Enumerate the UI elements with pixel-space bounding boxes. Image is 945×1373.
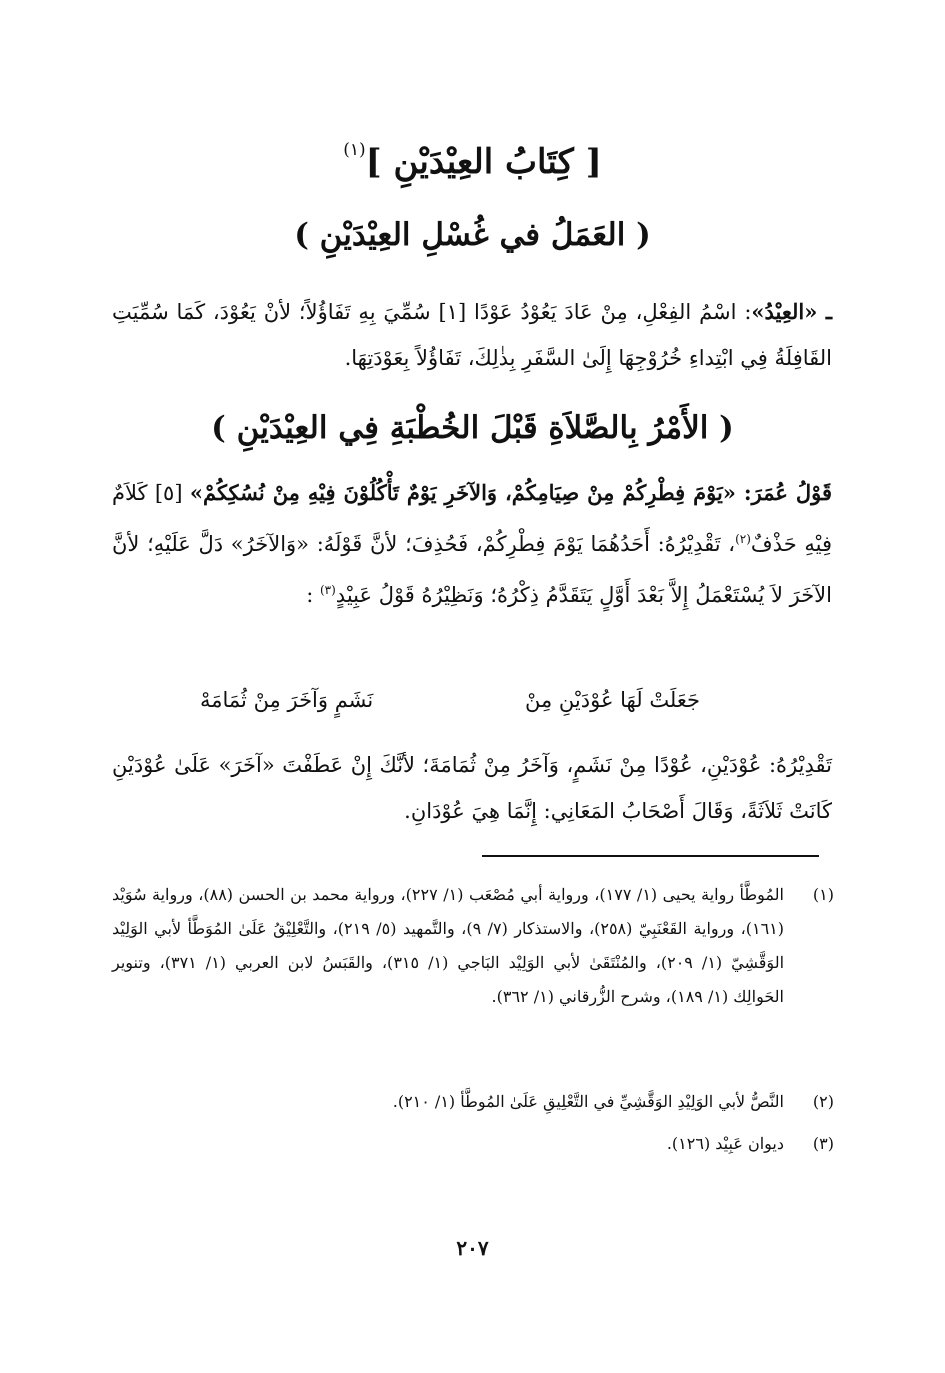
page-number: ٢٠٧ [456, 1236, 489, 1260]
footnote-text: ديوان عَبِيْد (١٢٦). [666, 1134, 784, 1153]
paragraph-text: [٥] كَلاَمٌ فِيْهِ حَذْفٌ [112, 481, 832, 556]
footnote-marker: (٣) [319, 583, 336, 597]
footnote-divider [482, 855, 819, 857]
term: ـ «العِيْدُ» [751, 299, 833, 324]
paragraph-text: : اسْمُ الفِعْلِ، مِنْ عَادَ يَعُوْدُ عَوْدًا [١] سُمِّيَ بِهِ تَفَاؤُلاً؛ لأنْ يَعُوْدَ، كَمَا سُمِّيَتِ القَافِلَةُ فِي ابْتِداءِ خُرُوْجِهَا إِلَىٰ السَّفَرِ بِذٰلِكَ، تَفَاؤُلاً بِعَوْدَتِهَا. [112, 300, 832, 370]
section-heading: ( الأَمْرُ بِالصَّلاَةِ قَبْلَ الخُطْبَةِ فِي العِيْدَيْنِ ) [211, 410, 734, 446]
footnote-marker: (٢) [735, 532, 751, 546]
section-heading: ( العَمَلُ في غُسْلِ العِيْدَيْنِ ) [294, 217, 651, 253]
paragraph-text: : [306, 583, 314, 607]
footnote-number: (٣) [812, 1134, 834, 1153]
paragraph [112, 470, 832, 618]
footnote-text: المُوطَّأ رواية يحيى (١/ ١٧٧)، ورواية أبي مُصْعَب (١/ ٢٢٧)، ورواية محمد بن الحسن (٨٨)، ورواية سُوَيْد (١٦١)، ورواية القَعْنَبِيّ (٢٥٨)، والاستذكار (٧/ ٩)، والتَّمهيد (٥/ ٢١٩)، والتَّعْلِيْقُ عَلَىٰ المُوَطَّأ لأبي الوَلِيْد الوَقَّشِيّ (١/ ٢٠٩)، والمُنْتَقَىٰ لأبي الوَلِيْد البَاجي (١/ ٣١٥)، والقَبَسُ لابن العربي (١/ ٣٧١)، وتنوير الحَوالِك (١/ ١٨٩)، وشرح الزُّرقاني (١/ ٣٦٢). [112, 885, 785, 1006]
footnote-text: النَّصُّ لأبي الوَلِيْدِ الوَقَّشِيِّ في التَّعْلِيقِ عَلَىٰ المُوطَّأ (١/ ٢١٠). [392, 1092, 784, 1111]
paragraph [112, 289, 832, 381]
book-title [0, 140, 945, 182]
footnote [112, 1085, 834, 1119]
footnote [112, 1127, 834, 1161]
footnote-number: (١) [812, 885, 834, 904]
footnote [112, 878, 834, 1014]
quoted-saying: قَوْلُ عُمَرَ: «يَوْمَ فِطْرِكُمْ مِنْ صِيَامِكُمْ، وَالآخَرِ يَوْمٌ تَأْكُلُوْنَ فِيْهِ مِنْ نُسُكِكُمْ» [189, 480, 832, 505]
poetry-verse [200, 688, 700, 712]
verse-second-hemistich: نَشَمٍ وَآخَرَ مِنْ ثُمَامَهْ [200, 688, 374, 712]
paragraph: تَقْدِيْرُهُ: عُوْدَيْنِ، عُوْدًا مِنْ نَشَمٍ، وَآخَرُ مِنْ ثُمَامَةَ؛ لأنَّكَ إِنْ عَطَفْتَ «آخَرَ» عَلَىٰ عُوْدَيْنِ كَانَتْ ثَلاَثَةً، وَقَالَ أَصْحَابُ المَعَانِي: إِنَّمَا هِيَ عُوْدَانِ. [112, 753, 832, 823]
footnote-number: (٢) [812, 1092, 834, 1111]
verse-first-hemistich: جَعَلَتْ لَهَا عُوْدَيْنِ مِنْ [525, 688, 700, 712]
paragraph-text: ، تَقْدِيْرُهُ: أَحَدُهُمَا يَوْمَ فِطْرِكُمْ، فَحُذِفَ؛ لأنَّ قَوْلَهُ: «وَالآخَرُ» دَلَّ عَلَيْهِ؛ لأنَّ الآخَرَ لاَ يُسْتَعْمَلُ إِلاَّ بَعْدَ أَوَّلٍ يَتَقَدَّمُ ذِكْرُهُ؛ وَنَظِيْرُهُ قَوْلُ عَبِيْدٍ [112, 532, 832, 607]
book-title-text: [ كِتَابُ العِيْدَيْنِ ] [365, 142, 602, 182]
footnote-marker: (١) [343, 140, 366, 160]
